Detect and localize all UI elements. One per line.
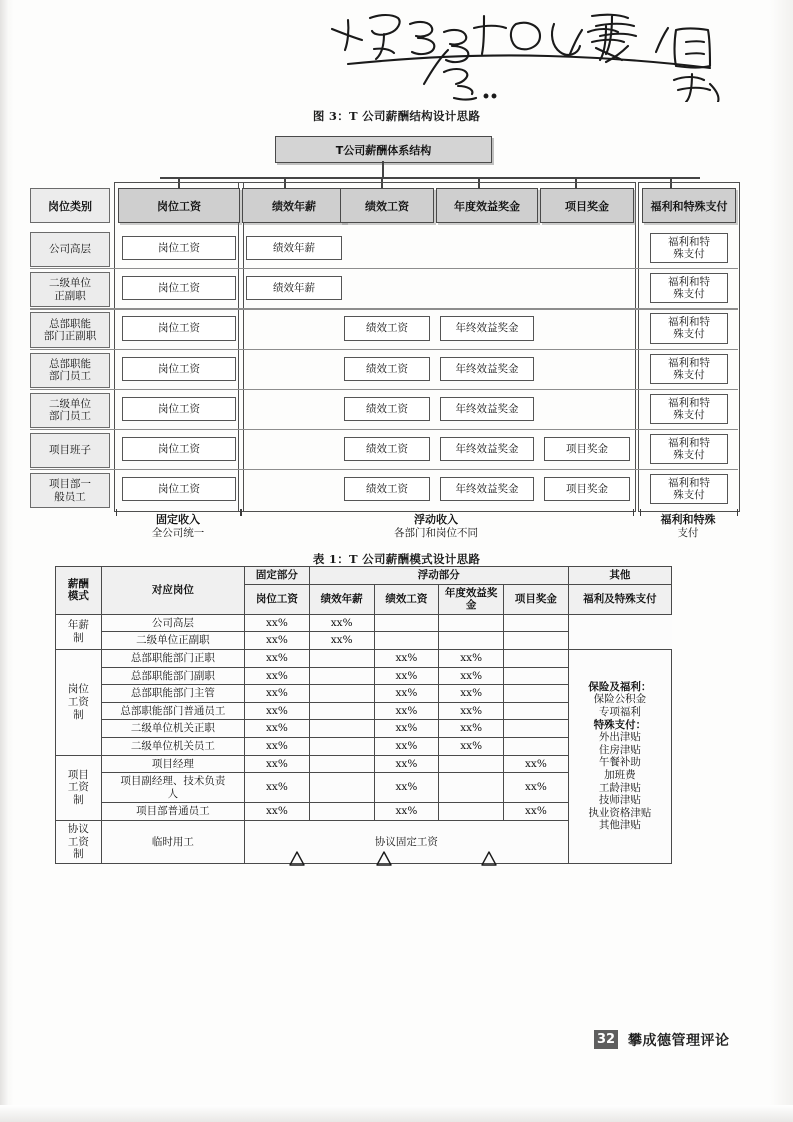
table-cell-value <box>504 737 569 755</box>
other-item: 其他津贴 <box>598 819 641 832</box>
header-float-group: 浮动部分 <box>309 567 568 585</box>
diagram-cell: 福利和特 殊支付 <box>650 354 728 384</box>
table-cell-position: 项目经理 <box>101 755 244 773</box>
diagram-cell: 福利和特 殊支付 <box>650 474 728 504</box>
table-1-caption: 表 1：T 公司薪酬模式设计思路 <box>312 552 481 566</box>
diagram-row-separator <box>30 389 738 390</box>
table-cell-value: xx% <box>374 685 439 703</box>
table-cell-position: 项目部普通员工 <box>101 803 244 821</box>
table-cell-value <box>374 614 439 632</box>
table-cell-value <box>439 803 504 821</box>
diagram-header-2: 绩效年薪 <box>242 188 346 223</box>
table-cell-value: xx% <box>309 614 374 632</box>
other-item: 工龄津贴 <box>598 781 641 794</box>
table-row <box>56 632 672 650</box>
table-cell-value: xx% <box>439 737 504 755</box>
connector-trunk-vertical <box>382 161 384 178</box>
diagram-cell: 岗位工资 <box>122 397 236 421</box>
table-cell-value <box>504 614 569 632</box>
salary-structure-diagram <box>30 136 735 546</box>
table-row <box>56 614 672 632</box>
table-cell-value: xx% <box>245 702 310 720</box>
header-sub-5: 项目奖金 <box>504 584 569 614</box>
table-cell-value: xx% <box>245 755 310 773</box>
table-cell-value: xx% <box>374 649 439 667</box>
diagram-footer-label <box>630 513 746 540</box>
table-cell-value: xx% <box>245 685 310 703</box>
table-cell-value: xx% <box>374 737 439 755</box>
diagram-header-4: 年度效益奖金 <box>436 188 538 223</box>
other-heading-2: 特殊支付： <box>593 718 647 731</box>
diagram-cell: 福利和特 殊支付 <box>650 394 728 424</box>
other-item: 专项福利 <box>598 705 641 718</box>
diagram-cell: 福利和特 殊支付 <box>650 434 728 464</box>
diagram-cell: 年终效益奖金 <box>440 477 534 501</box>
diagram-cell: 绩效年薪 <box>246 236 342 260</box>
table-cell-position: 二级单位机关员工 <box>101 737 244 755</box>
diagram-footer-sub: 全公司统一 <box>151 527 205 540</box>
table-cell-position: 二级单位正副职 <box>101 632 244 650</box>
table-cell-value: xx% <box>439 720 504 738</box>
page-bottom-edge <box>0 1105 793 1122</box>
table-cell-other <box>568 649 671 863</box>
table-header-row-top <box>56 567 672 585</box>
diagram-row-separator <box>30 429 738 430</box>
table-cell-value: xx% <box>309 632 374 650</box>
table-cell-value <box>439 773 504 803</box>
diagram-footer-label <box>114 513 242 540</box>
table-cell-position: 公司高层 <box>101 614 244 632</box>
other-item: 技师津贴 <box>598 794 641 807</box>
table-body <box>56 614 672 863</box>
table-cell-value <box>504 702 569 720</box>
diagram-row-separator <box>30 469 738 470</box>
table-cell-value <box>504 632 569 650</box>
diagram-cell: 项目奖金 <box>544 437 630 461</box>
table-cell-value: xx% <box>374 720 439 738</box>
diagram-header-5: 项目奖金 <box>540 188 634 223</box>
table-cell-value <box>374 632 439 650</box>
header-position: 对应岗位 <box>101 567 244 615</box>
table-row <box>56 649 672 667</box>
table-cell-mode: 年薪 制 <box>56 614 102 649</box>
diagram-cell: 项目奖金 <box>544 477 630 501</box>
other-item: 执业资格津贴 <box>588 806 652 819</box>
diagram-cell: 岗位工资 <box>122 276 236 300</box>
table-cell-value: xx% <box>245 667 310 685</box>
diagram-row-separator <box>30 268 738 269</box>
other-item: 保险公积金 <box>593 693 647 706</box>
table-cell-value: xx% <box>245 649 310 667</box>
table-cell-value: xx% <box>504 773 569 803</box>
other-item: 午餐补助 <box>598 756 641 769</box>
diagram-cell: 福利和特 殊支付 <box>650 273 728 303</box>
diagram-cell: 岗位工资 <box>122 437 236 461</box>
header-mode: 薪酬 模式 <box>56 567 102 615</box>
journal-name: 攀成德管理评论 <box>628 1032 730 1049</box>
table-cell-value: xx% <box>374 773 439 803</box>
diagram-header-1: 岗位工资 <box>118 188 240 223</box>
table-cell-position: 总部职能部门主管 <box>101 685 244 703</box>
header-sub-1: 岗位工资 <box>245 584 310 614</box>
diagram-footer-sub: 支付 <box>677 527 699 540</box>
diagram-cell: 岗位工资 <box>122 357 236 381</box>
diagram-cell: 绩效工资 <box>344 477 430 501</box>
diagram-header-row-label: 岗位类别 <box>30 188 110 223</box>
table-cell-value <box>309 737 374 755</box>
table-cell-value <box>309 649 374 667</box>
table-cell-position: 临时用工 <box>101 820 244 863</box>
table-cell-value <box>504 685 569 703</box>
diagram-row-separator <box>30 308 738 309</box>
figure-3-caption: 图 3：T 公司薪酬结构设计思路 <box>312 109 481 123</box>
table-cell-value <box>309 773 374 803</box>
diagram-cell: 绩效工资 <box>344 316 430 340</box>
table-cell-value <box>504 667 569 685</box>
diagram-row-label: 总部职能 部门员工 <box>30 353 110 388</box>
diagram-cell: 绩效年薪 <box>246 276 342 300</box>
table-cell-mode: 项目 工资 制 <box>56 755 102 820</box>
table-cell-value: xx% <box>374 755 439 773</box>
table-cell-value <box>439 614 504 632</box>
table-cell-value <box>439 755 504 773</box>
diagram-header-6: 福利和特殊支付 <box>642 188 736 223</box>
diagram-row-label: 总部职能 部门正副职 <box>30 312 110 347</box>
page-number-badge: 32 <box>594 1030 618 1049</box>
table-cell-value <box>309 755 374 773</box>
table-cell-position: 总部职能部门正职 <box>101 649 244 667</box>
diagram-footer-title: 固定收入 <box>156 513 200 527</box>
diagram-cell: 岗位工资 <box>122 477 236 501</box>
diagram-cell: 绩效工资 <box>344 357 430 381</box>
header-sub-2: 绩效年薪 <box>309 584 374 614</box>
diagram-footer-sub: 各部门和岗位不同 <box>394 527 478 540</box>
table-cell-mode: 协议 工资 制 <box>56 820 102 863</box>
other-item: 住房津贴 <box>598 743 641 756</box>
table-cell-value: xx% <box>245 632 310 650</box>
diagram-cell: 年终效益奖金 <box>440 437 534 461</box>
table-cell-value: xx% <box>374 803 439 821</box>
table-cell-value <box>504 720 569 738</box>
diagram-cell: 年终效益奖金 <box>440 316 534 340</box>
diagram-row-label: 项目部一 般员工 <box>30 473 110 508</box>
table-cell-position: 项目副经理、技术负责 人 <box>101 773 244 803</box>
table-cell-value: xx% <box>439 667 504 685</box>
diagram-cell: 绩效工资 <box>344 437 430 461</box>
table-cell-position: 总部职能部门普通员工 <box>101 702 244 720</box>
table-cell-value: xx% <box>504 755 569 773</box>
diagram-footer-title: 福利和特殊 <box>660 513 716 527</box>
diagram-row-label: 项目班子 <box>30 433 110 468</box>
diagram-root-box: T公司薪酬体系结构 <box>275 136 492 163</box>
table-cell-value <box>309 685 374 703</box>
diagram-row-label: 二级单位 部门员工 <box>30 393 110 428</box>
connector-trunk-horizontal <box>160 177 700 179</box>
table-cell-value <box>309 702 374 720</box>
table-cell-position: 总部职能部门副职 <box>101 667 244 685</box>
diagram-row-label: 二级单位 正副职 <box>30 272 110 307</box>
header-sub-4: 年度效益奖金 <box>439 584 504 614</box>
table-cell-value: xx% <box>245 720 310 738</box>
table-cell-value: xx% <box>374 702 439 720</box>
diagram-cell: 绩效工资 <box>344 397 430 421</box>
header-sub-6: 福利及特殊支付 <box>568 584 671 614</box>
diagram-cell: 岗位工资 <box>122 316 236 340</box>
header-fixed-group: 固定部分 <box>245 567 310 585</box>
table-cell-value: xx% <box>439 702 504 720</box>
diagram-header-3: 绩效工资 <box>340 188 434 223</box>
diagram-cell: 福利和特 殊支付 <box>650 233 728 263</box>
header-sub-3: 绩效工资 <box>374 584 439 614</box>
table-cell-value: xx% <box>245 773 310 803</box>
diagram-row-separator <box>30 349 738 350</box>
table-cell-value: xx% <box>374 667 439 685</box>
table-cell-mode: 岗位 工资 制 <box>56 649 102 755</box>
diagram-cell: 岗位工资 <box>122 236 236 260</box>
table-cell-merged-value: 协议固定工资 <box>245 820 569 863</box>
table-cell-value <box>309 720 374 738</box>
other-item: 加班费 <box>604 768 636 781</box>
table-cell-value: xx% <box>504 803 569 821</box>
table-cell-value: xx% <box>439 685 504 703</box>
table-cell-value <box>439 632 504 650</box>
table-cell-value <box>309 667 374 685</box>
diagram-row-label: 公司高层 <box>30 232 110 267</box>
diagram-footer-label <box>238 513 634 540</box>
diagram-cell: 年终效益奖金 <box>440 397 534 421</box>
table-cell-value <box>504 649 569 667</box>
group-box-floating <box>238 182 636 512</box>
table-cell-value: xx% <box>245 614 310 632</box>
other-item: 外出津贴 <box>598 731 641 744</box>
salary-mode-table <box>55 566 672 864</box>
table-cell-position: 二级单位机关正职 <box>101 720 244 738</box>
diagram-cell: 年终效益奖金 <box>440 357 534 381</box>
table-head <box>56 567 672 615</box>
diagram-cell: 福利和特 殊支付 <box>650 313 728 343</box>
table-cell-value: xx% <box>245 737 310 755</box>
table-cell-value <box>309 803 374 821</box>
other-heading-1: 保险及福利： <box>588 680 652 693</box>
table-cell-value: xx% <box>245 803 310 821</box>
group-box-fixed <box>114 182 244 512</box>
diagram-footer-title: 浮动收入 <box>414 513 458 527</box>
header-other-group: 其他 <box>568 567 671 585</box>
table-cell-value: xx% <box>439 649 504 667</box>
